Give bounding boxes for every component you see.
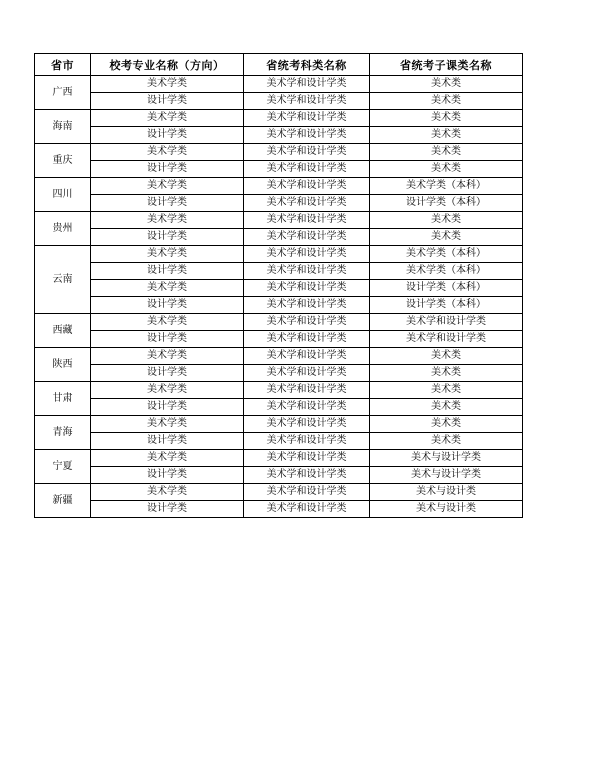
exam-subcategory-cell: 美术类 bbox=[370, 365, 523, 382]
school-major-cell: 设计学类 bbox=[91, 161, 244, 178]
exam-subcategory-cell: 美术与设计类 bbox=[370, 501, 523, 518]
province-cell: 广西 bbox=[35, 76, 91, 110]
table-row bbox=[35, 178, 523, 195]
exam-category-cell: 美术学和设计学类 bbox=[244, 127, 370, 144]
table-body bbox=[35, 76, 523, 518]
table-row bbox=[35, 416, 523, 433]
exam-subcategory-cell: 美术类 bbox=[370, 382, 523, 399]
table-row bbox=[35, 314, 523, 331]
exam-subcategory-cell: 美术类 bbox=[370, 161, 523, 178]
school-major-cell: 设计学类 bbox=[91, 263, 244, 280]
table-row bbox=[35, 229, 523, 246]
school-major-cell: 设计学类 bbox=[91, 331, 244, 348]
table-row bbox=[35, 127, 523, 144]
province-cell: 四川 bbox=[35, 178, 91, 212]
school-major-cell: 美术学类 bbox=[91, 144, 244, 161]
exam-subcategory-cell: 美术类 bbox=[370, 110, 523, 127]
exam-category-cell: 美术学和设计学类 bbox=[244, 93, 370, 110]
art-major-mapping-table bbox=[34, 53, 523, 518]
exam-subcategory-cell: 美术类 bbox=[370, 433, 523, 450]
exam-subcategory-cell: 美术类 bbox=[370, 76, 523, 93]
table-row bbox=[35, 110, 523, 127]
school-major-cell: 美术学类 bbox=[91, 212, 244, 229]
table-row bbox=[35, 450, 523, 467]
header-row bbox=[35, 54, 523, 76]
exam-subcategory-cell: 设计学类（本科） bbox=[370, 280, 523, 297]
table-row bbox=[35, 280, 523, 297]
table-row bbox=[35, 76, 523, 93]
exam-subcategory-cell: 美术学类（本科） bbox=[370, 178, 523, 195]
school-major-cell: 美术学类 bbox=[91, 110, 244, 127]
table-row bbox=[35, 348, 523, 365]
school-major-cell: 美术学类 bbox=[91, 484, 244, 501]
exam-subcategory-cell: 美术学类（本科） bbox=[370, 263, 523, 280]
exam-subcategory-cell: 美术类 bbox=[370, 348, 523, 365]
exam-category-cell: 美术学和设计学类 bbox=[244, 110, 370, 127]
school-major-cell: 设计学类 bbox=[91, 365, 244, 382]
school-major-cell: 美术学类 bbox=[91, 246, 244, 263]
school-major-cell: 美术学类 bbox=[91, 348, 244, 365]
school-major-cell: 设计学类 bbox=[91, 93, 244, 110]
exam-category-cell: 美术学和设计学类 bbox=[244, 195, 370, 212]
exam-category-cell: 美术学和设计学类 bbox=[244, 178, 370, 195]
exam-subcategory-cell: 美术类 bbox=[370, 416, 523, 433]
exam-subcategory-cell: 美术类 bbox=[370, 144, 523, 161]
province-cell: 新疆 bbox=[35, 484, 91, 518]
province-cell: 甘肃 bbox=[35, 382, 91, 416]
exam-subcategory-cell: 美术与设计学类 bbox=[370, 450, 523, 467]
table-row bbox=[35, 246, 523, 263]
exam-category-cell: 美术学和设计学类 bbox=[244, 229, 370, 246]
exam-category-cell: 美术学和设计学类 bbox=[244, 246, 370, 263]
school-major-cell: 设计学类 bbox=[91, 195, 244, 212]
exam-category-cell: 美术学和设计学类 bbox=[244, 450, 370, 467]
table-row bbox=[35, 484, 523, 501]
table-row bbox=[35, 365, 523, 382]
school-major-cell: 设计学类 bbox=[91, 501, 244, 518]
exam-category-cell: 美术学和设计学类 bbox=[244, 144, 370, 161]
header-exam-category: 省统考科类名称 bbox=[244, 54, 370, 76]
exam-subcategory-cell: 美术类 bbox=[370, 229, 523, 246]
exam-category-cell: 美术学和设计学类 bbox=[244, 433, 370, 450]
exam-category-cell: 美术学和设计学类 bbox=[244, 76, 370, 93]
exam-subcategory-cell: 美术学和设计学类 bbox=[370, 331, 523, 348]
exam-category-cell: 美术学和设计学类 bbox=[244, 348, 370, 365]
province-cell: 陕西 bbox=[35, 348, 91, 382]
exam-subcategory-cell: 美术类 bbox=[370, 399, 523, 416]
table-row bbox=[35, 382, 523, 399]
table-row bbox=[35, 93, 523, 110]
table-row bbox=[35, 161, 523, 178]
table-row bbox=[35, 144, 523, 161]
exam-category-cell: 美术学和设计学类 bbox=[244, 161, 370, 178]
school-major-cell: 设计学类 bbox=[91, 127, 244, 144]
table-row bbox=[35, 297, 523, 314]
school-major-cell: 美术学类 bbox=[91, 280, 244, 297]
school-major-cell: 设计学类 bbox=[91, 297, 244, 314]
exam-category-cell: 美术学和设计学类 bbox=[244, 416, 370, 433]
exam-category-cell: 美术学和设计学类 bbox=[244, 382, 370, 399]
province-cell: 贵州 bbox=[35, 212, 91, 246]
exam-subcategory-cell: 美术与设计学类 bbox=[370, 467, 523, 484]
exam-category-cell: 美术学和设计学类 bbox=[244, 297, 370, 314]
exam-subcategory-cell: 美术学和设计学类 bbox=[370, 314, 523, 331]
school-major-cell: 美术学类 bbox=[91, 382, 244, 399]
exam-category-cell: 美术学和设计学类 bbox=[244, 484, 370, 501]
school-major-cell: 设计学类 bbox=[91, 399, 244, 416]
exam-subcategory-cell: 美术学类（本科） bbox=[370, 246, 523, 263]
table-row bbox=[35, 399, 523, 416]
exam-subcategory-cell: 美术类 bbox=[370, 127, 523, 144]
school-major-cell: 设计学类 bbox=[91, 229, 244, 246]
exam-category-cell: 美术学和设计学类 bbox=[244, 467, 370, 484]
province-cell: 云南 bbox=[35, 246, 91, 314]
table-row bbox=[35, 195, 523, 212]
exam-category-cell: 美术学和设计学类 bbox=[244, 212, 370, 229]
table-row bbox=[35, 331, 523, 348]
province-cell: 宁夏 bbox=[35, 450, 91, 484]
exam-subcategory-cell: 美术类 bbox=[370, 93, 523, 110]
school-major-cell: 设计学类 bbox=[91, 433, 244, 450]
exam-subcategory-cell: 设计学类（本科） bbox=[370, 297, 523, 314]
province-cell: 海南 bbox=[35, 110, 91, 144]
school-major-cell: 美术学类 bbox=[91, 450, 244, 467]
exam-category-cell: 美术学和设计学类 bbox=[244, 365, 370, 382]
exam-subcategory-cell: 美术与设计类 bbox=[370, 484, 523, 501]
exam-subcategory-cell: 美术类 bbox=[370, 212, 523, 229]
header-exam-subcategory: 省统考子课类名称 bbox=[370, 54, 523, 76]
exam-category-cell: 美术学和设计学类 bbox=[244, 314, 370, 331]
exam-category-cell: 美术学和设计学类 bbox=[244, 399, 370, 416]
province-cell: 重庆 bbox=[35, 144, 91, 178]
school-major-cell: 美术学类 bbox=[91, 416, 244, 433]
province-cell: 西藏 bbox=[35, 314, 91, 348]
table-header bbox=[35, 54, 523, 76]
province-cell: 青海 bbox=[35, 416, 91, 450]
school-major-cell: 美术学类 bbox=[91, 314, 244, 331]
exam-category-cell: 美术学和设计学类 bbox=[244, 501, 370, 518]
exam-category-cell: 美术学和设计学类 bbox=[244, 331, 370, 348]
header-school-major: 校考专业名称（方向） bbox=[91, 54, 244, 76]
exam-category-cell: 美术学和设计学类 bbox=[244, 263, 370, 280]
table-row bbox=[35, 212, 523, 229]
header-province: 省市 bbox=[35, 54, 91, 76]
exam-subcategory-cell: 设计学类（本科） bbox=[370, 195, 523, 212]
school-major-cell: 美术学类 bbox=[91, 76, 244, 93]
exam-category-cell: 美术学和设计学类 bbox=[244, 280, 370, 297]
table-row bbox=[35, 467, 523, 484]
school-major-cell: 设计学类 bbox=[91, 467, 244, 484]
table-row bbox=[35, 501, 523, 518]
table-row bbox=[35, 263, 523, 280]
school-major-cell: 美术学类 bbox=[91, 178, 244, 195]
table-row bbox=[35, 433, 523, 450]
